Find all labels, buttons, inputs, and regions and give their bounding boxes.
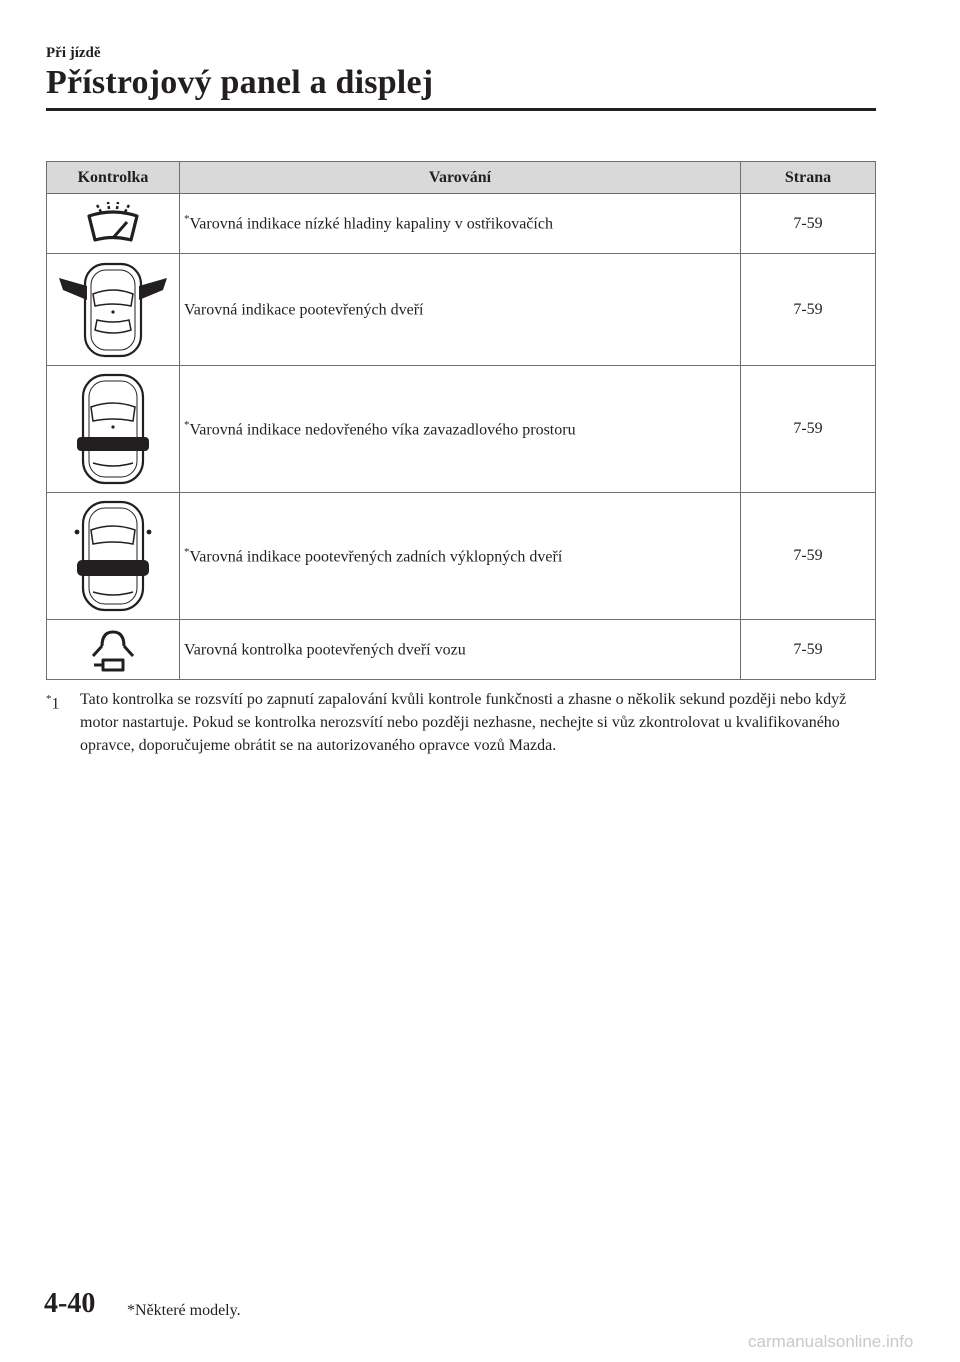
warning-cell xyxy=(180,254,741,366)
asterisk-mark: * xyxy=(184,545,190,558)
warning-cell xyxy=(180,366,741,493)
indicator-cell xyxy=(47,254,180,366)
footer-note: *Některé modely. xyxy=(127,1302,241,1319)
indicator-cell xyxy=(47,194,180,254)
car-doors-open-icon xyxy=(55,260,171,360)
indicator-cell xyxy=(47,366,180,493)
warning-text: Varovná indikace pootevřených zadních výklopných dveří xyxy=(189,548,563,566)
table-row xyxy=(47,493,876,620)
warning-text: Varovná indikace nízké hladiny kapaliny v ostřikovačích xyxy=(189,215,553,233)
warning-cell xyxy=(180,493,741,620)
footnote-marker: *1 xyxy=(46,693,60,713)
page-number: 4-40 xyxy=(44,1288,96,1319)
table-row xyxy=(47,194,876,254)
indicator-cell xyxy=(47,620,180,680)
table-row xyxy=(47,620,876,680)
page-cell: 7-59 xyxy=(741,194,876,254)
warning-text: Varovná indikace pootevřených dveří xyxy=(184,301,424,319)
table-row xyxy=(47,366,876,493)
indicator-cell xyxy=(47,493,180,620)
warning-table xyxy=(46,161,876,680)
asterisk-mark: * xyxy=(184,418,190,431)
car-liftgate-open-icon xyxy=(73,498,153,614)
door-ajar-icon xyxy=(88,626,138,674)
footnote-text: Tato kontrolka se rozsvítí po zapnutí zapalování kvůli kontrole funkčnosti a zhasne o několik sekund později nebo když motor nastartuje. Pokud se kontrolka nerozsvítí nebo později nezhasne, nechejte si vůz zkontrolovat u kvalifikovaného opravce, doporučujeme obrátit se na autorizovaného opravce vozů Mazda. xyxy=(80,691,847,754)
warning-text: Varovná kontrolka pootevřených dveří vozu xyxy=(184,641,466,659)
column-header-page: Strana xyxy=(741,162,876,194)
column-header-warning: Varování xyxy=(180,162,741,194)
title-divider xyxy=(46,108,876,111)
warning-text: Varovná indikace nedovřeného víka zavazadlového prostoru xyxy=(189,421,576,439)
section-label: Při jízdě xyxy=(46,45,101,61)
page-cell: 7-59 xyxy=(741,366,876,493)
page-title: Přístrojový panel a displej xyxy=(46,64,434,101)
watermark: carmanualsonline.info xyxy=(748,1332,914,1351)
page-cell: 7-59 xyxy=(741,493,876,620)
table-row xyxy=(47,254,876,366)
page-cell: 7-59 xyxy=(741,620,876,680)
table-header-row xyxy=(47,162,876,194)
warning-cell xyxy=(180,620,741,680)
warning-cell xyxy=(180,194,741,254)
page-cell: 7-59 xyxy=(741,254,876,366)
asterisk-mark: * xyxy=(184,213,190,226)
car-trunk-open-icon xyxy=(73,371,153,487)
washer-fluid-icon xyxy=(83,200,143,248)
column-header-indicator: Kontrolka xyxy=(47,162,180,194)
footnote xyxy=(46,688,882,757)
